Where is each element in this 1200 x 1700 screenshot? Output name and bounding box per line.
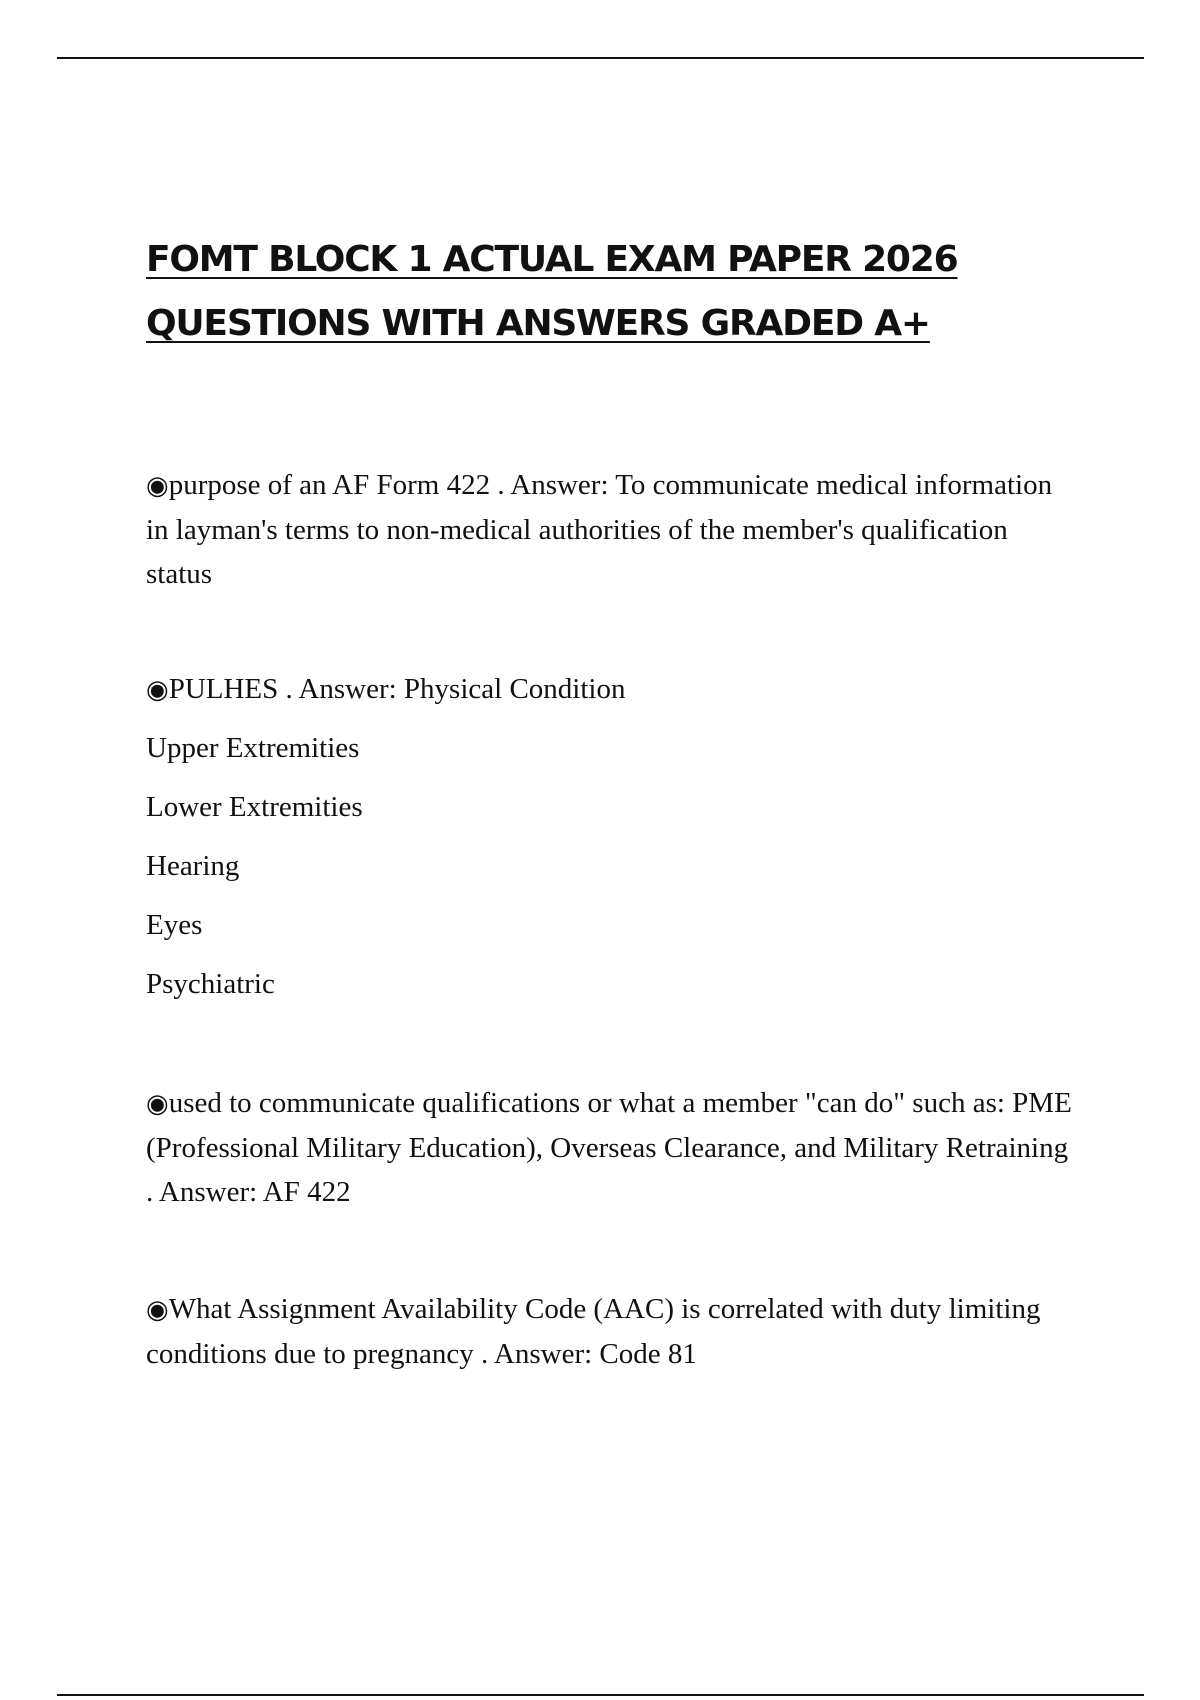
- pulhes-line-upper-extremities: Upper Extremities: [146, 732, 360, 764]
- bullet-icon: ◉: [146, 1295, 169, 1324]
- bullet-icon: ◉: [146, 675, 169, 704]
- question-text-3: used to communicate qualifications or what a member "can do" such as: PME (Professional Military Education), Overseas Clearance, and Military Retraining . Answer: AF 422: [146, 1087, 1072, 1208]
- top-divider: [57, 57, 1144, 59]
- question-text-4: What Assignment Availability Code (AAC) is correlated with duty limiting conditions due to pregnancy . Answer: Code 81: [146, 1293, 1041, 1370]
- question-item-1: [146, 463, 1076, 596]
- document-title: [146, 228, 1106, 356]
- title-line-1: FOMT BLOCK 1 ACTUAL EXAM PAPER 2026: [146, 239, 958, 280]
- pulhes-line-lower-extremities: Lower Extremities: [146, 791, 363, 823]
- question-text-1: purpose of an AF Form 422 . Answer: To communicate medical information in layman's terms to non-medical authorities of the member's qualification status: [146, 469, 1053, 590]
- pulhes-line-eyes: Eyes: [146, 909, 203, 941]
- question-item-3: [146, 1081, 1076, 1214]
- question-text-2: PULHES . Answer: Physical Condition: [168, 673, 626, 705]
- bullet-icon: ◉: [146, 1089, 169, 1118]
- bullet-icon: ◉: [146, 471, 169, 500]
- question-item-2: [146, 667, 1076, 712]
- pulhes-line-hearing: Hearing: [146, 850, 240, 882]
- question-item-4: [146, 1287, 1076, 1376]
- pulhes-line-psychiatric: Psychiatric: [146, 968, 275, 1000]
- title-line-2: QUESTIONS WITH ANSWERS GRADED A+: [146, 303, 930, 344]
- bottom-divider: [57, 1694, 1144, 1696]
